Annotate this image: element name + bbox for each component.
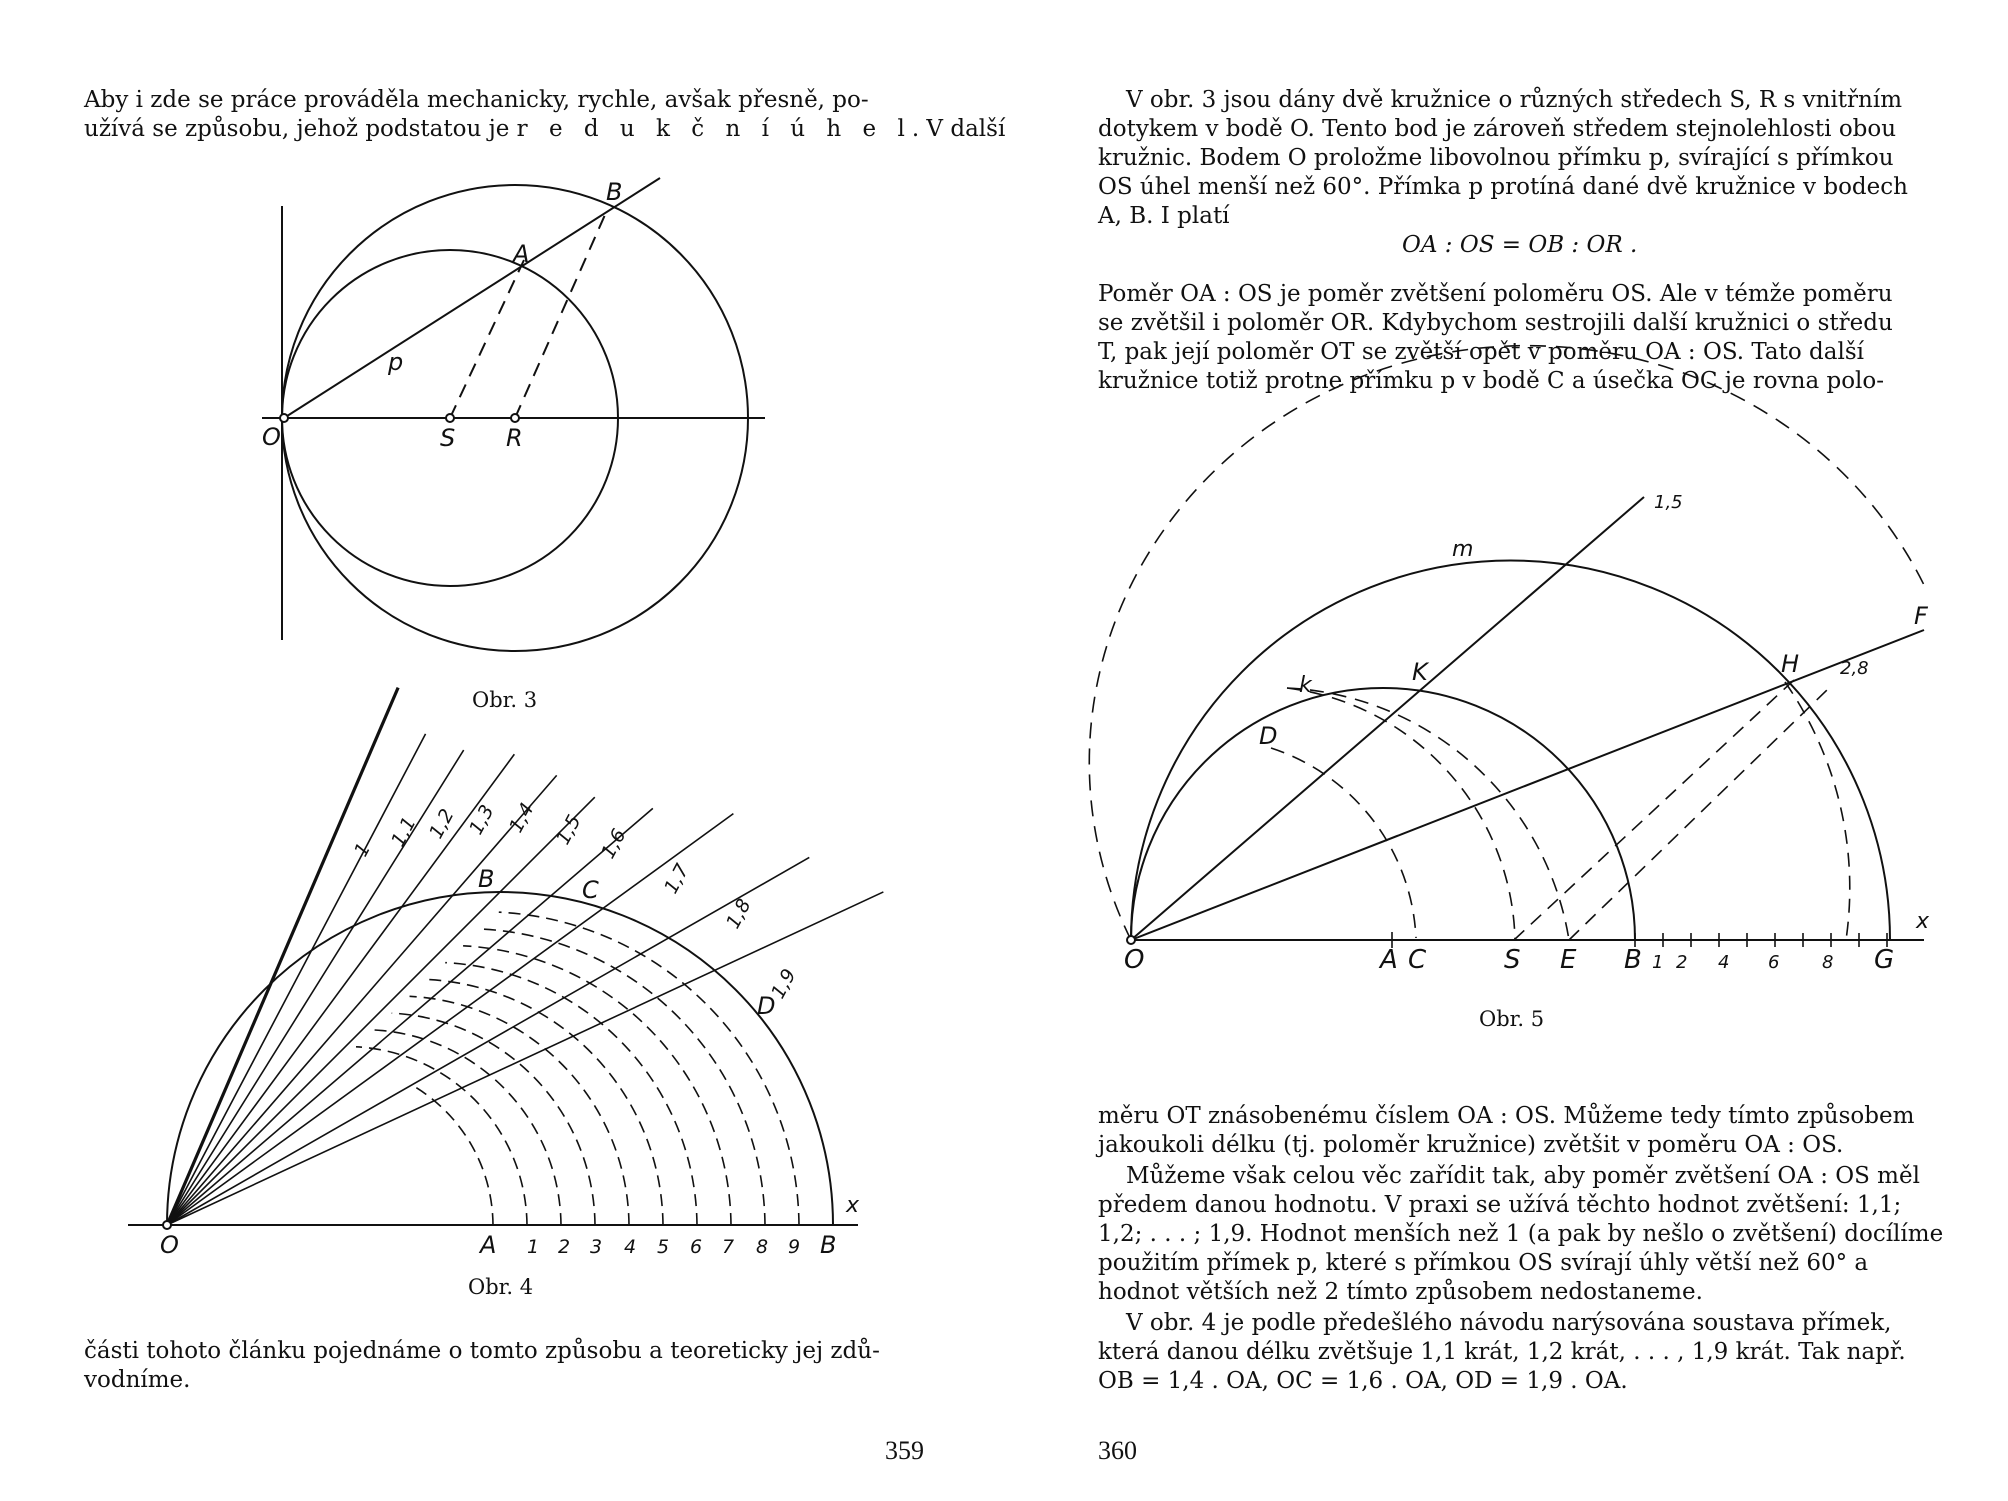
label-a: A — [513, 240, 530, 268]
axis-tick-label: 2 — [1676, 952, 1688, 973]
ray-label: 1,6 — [596, 825, 631, 863]
axis-tick-label: B — [1624, 945, 1642, 975]
point-o-marker — [1127, 936, 1135, 944]
point-c-label: C — [582, 876, 599, 904]
ray-label: 1,8 — [721, 895, 756, 933]
ray-line — [167, 750, 464, 1225]
ray-line — [167, 814, 733, 1225]
ray-label: 1,5 — [551, 811, 586, 849]
point-o-marker — [163, 1221, 171, 1229]
text-line: kružnice totiž protne přímku p v bodě C a úsečka OC je rovna polo- — [1098, 368, 1885, 394]
text-segment: užívá se způsobu, jehož podstatou je — [84, 116, 510, 142]
text-line: OS úhel menší než 60°. Přímka p protíná dané dvě kružnice v bodech — [1098, 174, 1908, 200]
text-line: 1,2; . . . ; 1,9. Hodnot menších než 1 (a pak by nešlo o zvětšení) docílíme — [1098, 1221, 1944, 1247]
axis-tick-label: 8 — [756, 1236, 769, 1258]
axis-x-label: x — [846, 1193, 860, 1218]
emphasis-text: r e d u k č n í ú h e l — [516, 116, 912, 142]
point-b-label: B — [478, 865, 495, 893]
figure-5-caption: Obr. 5 — [1479, 1007, 1545, 1031]
text-line: vodníme. — [84, 1367, 191, 1393]
dashed-arc — [463, 946, 731, 1225]
text-line: použitím přímek p, které s přímkou OS svírají úhly větší než 60° a — [1098, 1250, 1869, 1276]
text-line: předem danou hodnotu. V praxi se užívá těchto hodnot zvětšení: 1,1; — [1098, 1192, 1902, 1218]
left-para-bottom — [84, 1337, 930, 1395]
point-o-label: O — [160, 1231, 179, 1259]
ray-label: 1,1 — [386, 813, 421, 851]
right-para-3 — [1098, 1102, 1944, 1160]
text-line: Můžeme však celou věc zařídit tak, aby poměr zvětšení OA : OS měl — [1126, 1163, 1920, 1189]
text-line: kružnic. Bodem O proložme libovolnou přímku p, svírající s přímkou — [1098, 145, 1894, 171]
axis-tick-label: 1 — [1652, 952, 1664, 973]
dashed-parallel — [1514, 680, 1794, 940]
circle-k-label: k — [1299, 673, 1312, 698]
label-p: p — [388, 348, 404, 376]
axis-tick-label: 5 — [657, 1236, 670, 1258]
text-line: OB = 1,4 . OA, OC = 1,6 . OA, OD = 1,9 . OA. — [1098, 1368, 1628, 1394]
ray-label: 1,7 — [659, 860, 694, 898]
equation-ratio: OA : OS = OB : OR . — [1402, 232, 1638, 258]
label-s: S — [440, 424, 456, 452]
right-para-5 — [1098, 1309, 1944, 1396]
text-segment: . V další — [911, 116, 1006, 142]
text-line: části tohoto článku pojednáme o tomto způsobu a teoreticky jej zdů- — [84, 1338, 880, 1364]
ray-label-1-5: 1,5 — [1654, 492, 1683, 513]
ray-label: 1,4 — [504, 799, 539, 837]
axis-tick-label: E — [1560, 945, 1577, 975]
point-f-label: F — [1914, 602, 1928, 630]
semicircle-ob — [167, 892, 833, 1225]
text-line: Poměr OA : OS je poměr zvětšení poloměru OS. Ale v témže poměru — [1098, 281, 1893, 307]
text-line: která danou délku zvětšuje 1,1 krát, 1,2 krát, . . . , 1,9 krát. Tak např. — [1098, 1339, 1906, 1365]
axis-tick-label: 4 — [1718, 952, 1730, 973]
right-page — [1004, 0, 2008, 1501]
ray-label: 1 — [349, 839, 376, 861]
ray-line — [167, 797, 595, 1225]
page-number-left: 359 — [885, 1436, 924, 1465]
label-b: B — [606, 178, 623, 206]
dashed-arc — [356, 1047, 527, 1225]
ray-label-2-8: 2,8 — [1840, 658, 1869, 679]
text-line: T, pak její poloměr OT se zvětší opět v poměru OA : OS. Tato další — [1098, 339, 1864, 365]
dashed-arc — [499, 912, 799, 1225]
dashed-arc-d — [1271, 748, 1416, 938]
label-r: R — [506, 424, 523, 452]
axis-tick-label: B — [820, 1231, 837, 1259]
axis-tick-label: 9 — [788, 1236, 801, 1258]
ray-label: 1,2 — [424, 805, 459, 843]
ray-line — [167, 688, 398, 1225]
dashed-arc-k — [1287, 688, 1515, 940]
text-line: jakoukoli délku (tj. poloměr kružnice) zvětšit v poměru OA : OS. — [1098, 1132, 1844, 1158]
figure-3-caption: Obr. 3 — [472, 688, 538, 712]
axis-tick-label: 2 — [558, 1236, 571, 1258]
point-d-label: D — [1259, 722, 1278, 750]
page-number-right: 360 — [1098, 1436, 1137, 1465]
figure-4-geometry — [128, 688, 883, 1225]
circle-m — [1131, 560, 1890, 940]
line-1-5 — [1131, 497, 1644, 940]
axis-tick-label: 1 — [527, 1236, 540, 1258]
dashed-arc — [392, 1013, 595, 1225]
text-line: hodnot větších než 2 tímto způsobem nedostaneme. — [1098, 1279, 1703, 1305]
text-line: V obr. 3 jsou dány dvě kružnice o různých středech S, R s vnitřním — [1126, 87, 1903, 113]
axis-tick-label: G — [1874, 945, 1895, 975]
point-k-label: K — [1412, 658, 1428, 686]
point-h-label: H — [1781, 650, 1800, 678]
axis-tick-label: 4 — [624, 1236, 637, 1258]
axis-tick-label: 6 — [690, 1236, 703, 1258]
dashed-arc — [410, 996, 629, 1225]
text-line: A, B. I platí — [1098, 203, 1230, 229]
axis-tick-label: 6 — [1768, 952, 1780, 973]
dashed-outer-arc — [1089, 346, 1924, 940]
axis-x-label: x — [1916, 909, 1930, 934]
right-para-4 — [1098, 1162, 1944, 1307]
circle-k — [1131, 688, 1635, 940]
line-of — [1131, 630, 1924, 940]
dashed-arc — [427, 979, 663, 1225]
label-o: O — [262, 423, 281, 451]
ray-label: 1,3 — [464, 801, 499, 839]
dashed-arc-e — [1287, 688, 1569, 940]
axis-tick-label: 7 — [722, 1236, 735, 1258]
text-line: Aby i zde se práce prováděla mechanicky, rychle, avšak přesně, po- — [84, 87, 869, 113]
axis-tick-label: C — [1408, 945, 1427, 975]
axis-tick-label: S — [1504, 945, 1521, 975]
dashed-parallel — [1569, 688, 1829, 940]
text-line: dotykem v bodě O. Tento bod je zároveň středem stejnolehlosti obou — [1098, 116, 1897, 142]
dashed-arc — [374, 1030, 561, 1225]
ray-line — [167, 892, 883, 1225]
figure-4-caption: Obr. 4 — [468, 1275, 534, 1299]
figure-5-geometry — [1089, 346, 1924, 948]
point-d-label: D — [757, 992, 776, 1020]
dashed-arc-h — [1785, 682, 1850, 940]
axis-tick-label: A — [480, 1231, 497, 1259]
dashed-arc — [481, 929, 765, 1225]
text-line: měru OT znásobenému číslem OA : OS. Můžeme tedy tímto způsobem — [1098, 1103, 1915, 1129]
text-line: se zvětšil i poloměr OR. Kdybychom sestrojili další kružnici o středu — [1098, 310, 1893, 336]
ray-label: 1,9 — [766, 965, 801, 1003]
axis-tick-label: 3 — [590, 1236, 603, 1258]
circle-m-label: m — [1452, 537, 1474, 562]
axis-tick-label: O — [1124, 945, 1145, 975]
axis-tick-label: 8 — [1822, 952, 1834, 973]
text-line: V obr. 4 je podle předešlého návodu narýsována soustava přímek, — [1126, 1310, 1892, 1336]
axis-tick-label: A — [1380, 945, 1398, 975]
